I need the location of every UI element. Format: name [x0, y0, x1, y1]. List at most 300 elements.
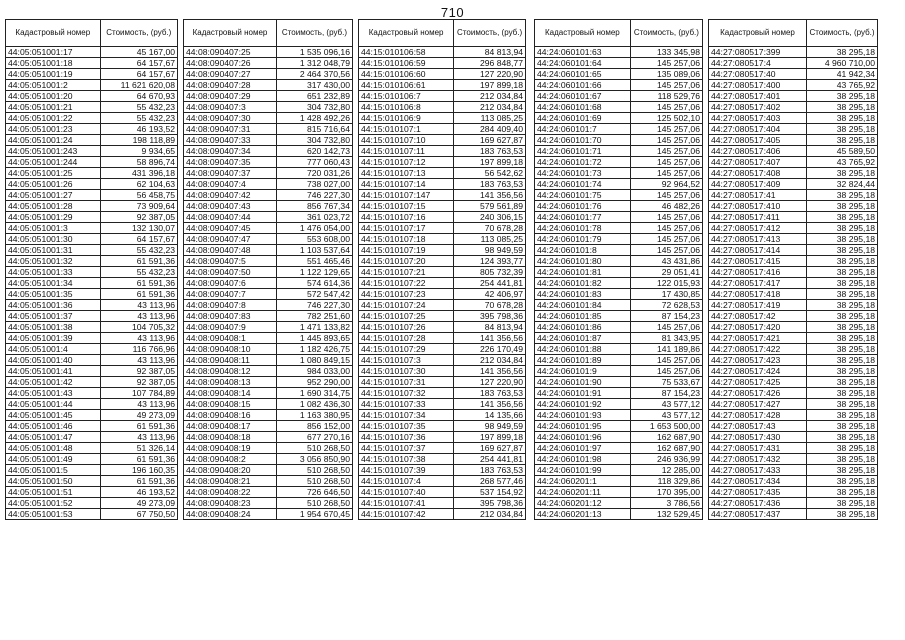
table-row — [709, 58, 878, 69]
cost-cell: 1 954 670,45 — [276, 509, 352, 520]
table-row — [535, 476, 703, 487]
cadastral-number-cell: 44:27:080517:404 — [709, 124, 807, 135]
cadastral-number-cell: 44:15:010107:35 — [359, 421, 454, 432]
cadastral-number-cell: 44:15:010106:61 — [359, 80, 454, 91]
cadastral-number-cell: 44:24:060101:82 — [535, 278, 631, 289]
cost-cell: 38 295,18 — [807, 344, 878, 355]
table-row — [184, 399, 353, 410]
cost-cell: 64 157,67 — [100, 69, 177, 80]
table-row — [709, 278, 878, 289]
table-row — [359, 443, 526, 454]
cadastral-number-cell: 44:27:080517:421 — [709, 333, 807, 344]
cost-cell: 45 589,50 — [807, 146, 878, 157]
cost-cell: 56 542,62 — [454, 168, 526, 179]
header-cadastral-number: Кадастровый номер — [6, 20, 101, 47]
cost-cell: 145 257,06 — [630, 168, 702, 179]
cadastral-number-cell: 44:27:080517:400 — [709, 80, 807, 91]
cost-cell: 38 295,18 — [807, 201, 878, 212]
table-row — [535, 322, 703, 333]
cadastral-number-cell: 44:27:080517:434 — [709, 476, 807, 487]
cost-cell: 38 295,18 — [807, 223, 878, 234]
cost-cell: 38 295,18 — [807, 135, 878, 146]
cost-cell: 98 949,59 — [454, 245, 526, 256]
table-row — [535, 102, 703, 113]
cadastral-number-cell: 44:24:060101:77 — [535, 212, 631, 223]
cost-cell: 254 441,81 — [454, 454, 526, 465]
cost-cell: 124 393,77 — [454, 256, 526, 267]
cadastral-number-cell: 44:24:060101:71 — [535, 146, 631, 157]
cadastral-number-cell: 44:27:080517:416 — [709, 267, 807, 278]
table-row — [535, 278, 703, 289]
cadastral-number-cell: 44:24:060101:93 — [535, 410, 631, 421]
cost-cell: 38 295,18 — [807, 465, 878, 476]
cadastral-number-cell: 44:05:051001:45 — [6, 410, 101, 421]
cadastral-number-cell: 44:27:080517:415 — [709, 256, 807, 267]
cost-cell: 537 154,92 — [454, 487, 526, 498]
cost-cell: 284 409,40 — [454, 124, 526, 135]
cadastral-number-cell: 44:27:080517:423 — [709, 355, 807, 366]
cadastral-number-cell: 44:08:090407:43 — [184, 201, 277, 212]
cost-cell: 431 396,18 — [100, 168, 177, 179]
table-row — [359, 421, 526, 432]
header-cadastral-number: Кадастровый номер — [184, 20, 277, 47]
cadastral-number-cell: 44:05:051001:52 — [6, 498, 101, 509]
cost-cell: 1 428 492,26 — [276, 113, 352, 124]
cost-cell: 58 896,74 — [100, 157, 177, 168]
cadastral-number-cell: 44:27:080517:406 — [709, 146, 807, 157]
cost-cell: 61 591,36 — [100, 289, 177, 300]
cost-cell: 11 621 620,08 — [100, 80, 177, 91]
table-row — [6, 399, 178, 410]
cost-cell: 1 163 380,95 — [276, 410, 352, 421]
table-row — [535, 256, 703, 267]
cost-cell: 197 899,18 — [454, 80, 526, 91]
table-row — [359, 498, 526, 509]
cost-cell: 64 157,67 — [100, 58, 177, 69]
table-row — [6, 135, 178, 146]
cost-cell: 43 765,92 — [807, 157, 878, 168]
cost-cell: 1 690 314,75 — [276, 388, 352, 399]
cost-cell: 9 934,65 — [100, 146, 177, 157]
cost-cell: 133 345,98 — [630, 47, 702, 58]
cost-cell: 510 268,50 — [276, 498, 352, 509]
cadastral-number-cell: 44:08:090407:30 — [184, 113, 277, 124]
cost-cell: 268 577,46 — [454, 476, 526, 487]
table-row — [359, 102, 526, 113]
cadastral-number-cell: 44:27:080517:403 — [709, 113, 807, 124]
cadastral-number-cell: 44:27:080517:430 — [709, 432, 807, 443]
table-row — [535, 124, 703, 135]
cost-cell: 304 732,80 — [276, 102, 352, 113]
table-row — [6, 256, 178, 267]
table-row — [184, 157, 353, 168]
cost-cell: 55 432,23 — [100, 245, 177, 256]
header-cadastral-number: Кадастровый номер — [535, 20, 631, 47]
table-row — [359, 47, 526, 58]
cadastral-number-cell: 44:05:051001:29 — [6, 212, 101, 223]
table-row — [535, 498, 703, 509]
table-row — [535, 113, 703, 124]
cadastral-number-cell: 44:05:051001:2 — [6, 80, 101, 91]
cadastral-number-cell: 44:08:090407:44 — [184, 212, 277, 223]
cadastral-number-cell: 44:05:051001:33 — [6, 267, 101, 278]
table-row — [359, 179, 526, 190]
cost-cell: 38 295,18 — [807, 102, 878, 113]
cadastral-number-cell: 44:24:060101:69 — [535, 113, 631, 124]
cost-cell: 145 257,06 — [630, 245, 702, 256]
cadastral-number-cell: 44:15:010107:28 — [359, 333, 454, 344]
table-row — [359, 289, 526, 300]
table-row — [535, 47, 703, 58]
cadastral-number-cell: 44:05:051001:32 — [6, 256, 101, 267]
table-row — [184, 410, 353, 421]
cost-cell: 856 152,00 — [276, 421, 352, 432]
cost-cell: 38 295,18 — [807, 509, 878, 520]
cadastral-number-cell: 44:15:010107:14 — [359, 179, 454, 190]
table-row — [709, 432, 878, 443]
cost-cell: 746 227,30 — [276, 190, 352, 201]
table-row — [359, 355, 526, 366]
cadastral-number-cell: 44:05:051001:19 — [6, 69, 101, 80]
cost-cell: 212 034,84 — [454, 91, 526, 102]
cadastral-number-cell: 44:24:060101:81 — [535, 267, 631, 278]
table-row — [535, 366, 703, 377]
table-row — [359, 157, 526, 168]
table-row — [535, 443, 703, 454]
table-row — [535, 80, 703, 91]
table-row — [535, 487, 703, 498]
table-row — [6, 377, 178, 388]
table-row — [6, 465, 178, 476]
table-row — [709, 201, 878, 212]
table-row — [6, 421, 178, 432]
table-row — [184, 69, 353, 80]
cost-cell: 395 798,36 — [454, 311, 526, 322]
cost-cell: 254 441,81 — [454, 278, 526, 289]
cadastral-number-cell: 44:24:060101:98 — [535, 454, 631, 465]
cadastral-number-cell: 44:08:090407:47 — [184, 234, 277, 245]
cadastral-number-cell: 44:05:051001:43 — [6, 388, 101, 399]
cadastral-number-cell: 44:05:051001:37 — [6, 311, 101, 322]
table-row — [6, 179, 178, 190]
cadastral-number-cell: 44:08:090408:18 — [184, 432, 277, 443]
cadastral-number-cell: 44:05:051001:41 — [6, 366, 101, 377]
cadastral-number-cell: 44:15:010107:37 — [359, 443, 454, 454]
cost-cell: 162 687,90 — [630, 443, 702, 454]
cost-cell: 579 561,89 — [454, 201, 526, 212]
table-row — [709, 355, 878, 366]
cadastral-number-cell: 44:08:090407:45 — [184, 223, 277, 234]
table-row — [359, 344, 526, 355]
cadastral-number-cell: 44:08:090408:12 — [184, 366, 277, 377]
table-row — [535, 355, 703, 366]
cadastral-number-cell: 44:05:051001:18 — [6, 58, 101, 69]
cost-cell: 43 113,96 — [100, 311, 177, 322]
cadastral-table-1 — [5, 19, 178, 520]
cadastral-number-cell: 44:05:051001:39 — [6, 333, 101, 344]
cost-cell: 43 765,92 — [807, 80, 878, 91]
table-row — [535, 179, 703, 190]
cadastral-number-cell: 44:08:090407:9 — [184, 322, 277, 333]
cost-cell: 197 899,18 — [454, 432, 526, 443]
table-row — [6, 113, 178, 124]
table-row — [6, 168, 178, 179]
cost-cell: 92 387,05 — [100, 377, 177, 388]
table-row — [184, 278, 353, 289]
cadastral-number-cell: 44:15:010107:13 — [359, 168, 454, 179]
cadastral-number-cell: 44:15:010107:16 — [359, 212, 454, 223]
cost-cell: 1 476 054,00 — [276, 223, 352, 234]
cadastral-number-cell: 44:24:060101:70 — [535, 135, 631, 146]
cost-cell: 43 431,86 — [630, 256, 702, 267]
cadastral-number-cell: 44:27:080517:422 — [709, 344, 807, 355]
table-row — [359, 399, 526, 410]
cost-cell: 38 295,18 — [807, 399, 878, 410]
cost-cell: 212 034,84 — [454, 509, 526, 520]
table-row — [535, 509, 703, 520]
cost-cell: 38 295,18 — [807, 432, 878, 443]
table-row — [6, 498, 178, 509]
cadastral-number-cell: 44:15:010107:29 — [359, 344, 454, 355]
table-row — [535, 454, 703, 465]
cadastral-number-cell: 44:15:010107:33 — [359, 399, 454, 410]
table-row — [709, 146, 878, 157]
cadastral-number-cell: 44:08:090407:37 — [184, 168, 277, 179]
cost-cell: 952 290,00 — [276, 377, 352, 388]
cadastral-number-cell: 44:05:051001:22 — [6, 113, 101, 124]
table-row — [6, 432, 178, 443]
cost-cell: 815 716,64 — [276, 124, 352, 135]
cadastral-number-cell: 44:05:051001:46 — [6, 421, 101, 432]
cost-cell: 145 257,06 — [630, 58, 702, 69]
cadastral-number-cell: 44:15:010107:1 — [359, 124, 454, 135]
cadastral-number-cell: 44:08:090408:2 — [184, 454, 277, 465]
cost-cell: 1 122 129,65 — [276, 267, 352, 278]
cost-cell: 70 678,28 — [454, 300, 526, 311]
table-row — [184, 47, 353, 58]
cost-cell: 141 189,86 — [630, 344, 702, 355]
cost-cell: 196 160,35 — [100, 465, 177, 476]
cost-cell: 198 118,89 — [100, 135, 177, 146]
cadastral-number-cell: 44:05:051001:21 — [6, 102, 101, 113]
cadastral-number-cell: 44:27:080517:431 — [709, 443, 807, 454]
cadastral-number-cell: 44:27:080517:401 — [709, 91, 807, 102]
cadastral-number-cell: 44:24:060101:84 — [535, 300, 631, 311]
cadastral-number-cell: 44:05:051001:25 — [6, 168, 101, 179]
cadastral-number-cell: 44:15:010107:30 — [359, 366, 454, 377]
table-row — [184, 344, 353, 355]
table-row — [184, 102, 353, 113]
table-row — [709, 421, 878, 432]
cadastral-table-4 — [534, 19, 703, 520]
table-row — [535, 146, 703, 157]
cadastral-number-cell: 44:05:051001:243 — [6, 146, 101, 157]
cost-cell: 551 465,46 — [276, 256, 352, 267]
cadastral-number-cell: 44:27:080517:399 — [709, 47, 807, 58]
table-row — [709, 399, 878, 410]
cost-cell: 72 628,53 — [630, 300, 702, 311]
table-row — [359, 377, 526, 388]
table-row — [184, 366, 353, 377]
cadastral-number-cell: 44:27:080517:425 — [709, 377, 807, 388]
table-row — [709, 289, 878, 300]
cost-cell: 38 295,18 — [807, 124, 878, 135]
cadastral-number-cell: 44:08:090408:17 — [184, 421, 277, 432]
table-row — [535, 399, 703, 410]
table-row — [535, 311, 703, 322]
cadastral-number-cell: 44:27:080517:417 — [709, 278, 807, 289]
cost-cell: 92 964,52 — [630, 179, 702, 190]
cadastral-number-cell: 44:24:060101:74 — [535, 179, 631, 190]
cadastral-table-5 — [708, 19, 878, 520]
cadastral-number-cell: 44:08:090408:22 — [184, 487, 277, 498]
cost-cell: 1 103 537,64 — [276, 245, 352, 256]
cadastral-number-cell: 44:05:051001:27 — [6, 190, 101, 201]
table-row — [709, 311, 878, 322]
table-row — [535, 300, 703, 311]
table-row — [709, 333, 878, 344]
cadastral-number-cell: 44:15:010107:3 — [359, 355, 454, 366]
cadastral-number-cell: 44:08:090407:31 — [184, 124, 277, 135]
table-row — [359, 113, 526, 124]
table-row — [6, 333, 178, 344]
cadastral-number-cell: 44:15:010106:8 — [359, 102, 454, 113]
cost-cell: 1 653 500,00 — [630, 421, 702, 432]
cadastral-number-cell: 44:05:051001:28 — [6, 201, 101, 212]
cadastral-number-cell: 44:24:060101:88 — [535, 344, 631, 355]
cadastral-number-cell: 44:08:090408:21 — [184, 476, 277, 487]
table-row — [184, 190, 353, 201]
table-row — [359, 190, 526, 201]
cadastral-number-cell: 44:08:090407:35 — [184, 157, 277, 168]
cadastral-number-cell: 44:08:090408:23 — [184, 498, 277, 509]
cost-cell: 45 167,00 — [100, 47, 177, 58]
cadastral-number-cell: 44:27:080517:428 — [709, 410, 807, 421]
table-row — [359, 58, 526, 69]
table-row — [184, 388, 353, 399]
cost-cell: 75 533,67 — [630, 377, 702, 388]
table-row — [535, 212, 703, 223]
table-row — [359, 168, 526, 179]
table-row — [6, 289, 178, 300]
cadastral-number-cell: 44:08:090407:50 — [184, 267, 277, 278]
cost-cell: 777 060,43 — [276, 157, 352, 168]
cadastral-number-cell: 44:24:060101:92 — [535, 399, 631, 410]
cadastral-number-cell: 44:24:060101:72 — [535, 157, 631, 168]
cadastral-number-cell: 44:08:090408:13 — [184, 377, 277, 388]
table-row — [184, 289, 353, 300]
cost-cell: 43 113,96 — [100, 355, 177, 366]
cadastral-number-cell: 44:24:060101:7 — [535, 124, 631, 135]
cadastral-number-cell: 44:15:010107:11 — [359, 146, 454, 157]
cadastral-number-cell: 44:05:051001:244 — [6, 157, 101, 168]
cost-cell: 183 763,53 — [454, 388, 526, 399]
table-row — [184, 179, 353, 190]
table-row — [709, 80, 878, 91]
cost-cell: 38 295,18 — [807, 410, 878, 421]
cost-cell: 38 295,18 — [807, 311, 878, 322]
cost-cell: 92 387,05 — [100, 212, 177, 223]
cost-cell: 212 034,84 — [454, 102, 526, 113]
cadastral-number-cell: 44:15:010107:17 — [359, 223, 454, 234]
cost-cell: 651 232,89 — [276, 91, 352, 102]
table-row — [359, 201, 526, 212]
cost-cell: 38 295,18 — [807, 498, 878, 509]
cost-cell: 43 113,96 — [100, 432, 177, 443]
cadastral-number-cell: 44:27:080517:433 — [709, 465, 807, 476]
table-row — [709, 267, 878, 278]
cost-cell: 38 295,18 — [807, 113, 878, 124]
table-row — [709, 509, 878, 520]
cost-cell: 677 270,16 — [276, 432, 352, 443]
cost-cell: 127 220,90 — [454, 69, 526, 80]
header-cadastral-number: Кадастровый номер — [709, 20, 807, 47]
cost-cell: 145 257,06 — [630, 80, 702, 91]
table-row — [535, 201, 703, 212]
table-row — [6, 212, 178, 223]
cost-cell: 1 312 048,79 — [276, 58, 352, 69]
table-row — [359, 322, 526, 333]
table-row — [359, 465, 526, 476]
cost-cell: 574 614,36 — [276, 278, 352, 289]
table-row — [6, 267, 178, 278]
table-row — [184, 168, 353, 179]
table-row — [6, 487, 178, 498]
cost-cell: 145 257,06 — [630, 212, 702, 223]
cost-cell: 738 027,00 — [276, 179, 352, 190]
cadastral-table-3 — [358, 19, 526, 520]
cost-cell: 38 295,18 — [807, 355, 878, 366]
table-row — [6, 69, 178, 80]
cost-cell: 56 458,75 — [100, 190, 177, 201]
cadastral-number-cell: 44:05:051001:26 — [6, 179, 101, 190]
cadastral-number-cell: 44:24:060201:11 — [535, 487, 631, 498]
cadastral-number-cell: 44:24:060101:91 — [535, 388, 631, 399]
cost-cell: 1 471 133,82 — [276, 322, 352, 333]
table-row — [184, 245, 353, 256]
cost-cell: 43 577,12 — [630, 399, 702, 410]
cadastral-number-cell: 44:08:090407:42 — [184, 190, 277, 201]
cadastral-number-cell: 44:15:010107:19 — [359, 245, 454, 256]
table-row — [184, 146, 353, 157]
table-row — [6, 234, 178, 245]
cost-cell: 64 157,67 — [100, 234, 177, 245]
table-row — [359, 300, 526, 311]
cadastral-number-cell: 44:15:010107:18 — [359, 234, 454, 245]
cost-cell: 317 430,00 — [276, 80, 352, 91]
cadastral-number-cell: 44:08:090408:10 — [184, 344, 277, 355]
cadastral-number-cell: 44:24:060101:63 — [535, 47, 631, 58]
cadastral-number-cell: 44:08:090407:25 — [184, 47, 277, 58]
cadastral-number-cell: 44:05:051001:5 — [6, 465, 101, 476]
header-cost: Стоимость, (руб.) — [100, 20, 177, 47]
table-row — [184, 201, 353, 212]
table-row — [184, 454, 353, 465]
cost-cell: 87 154,23 — [630, 311, 702, 322]
table-row — [535, 69, 703, 80]
table-row — [359, 124, 526, 135]
cost-cell: 141 356,56 — [454, 190, 526, 201]
cost-cell: 720 031,26 — [276, 168, 352, 179]
cost-cell: 510 268,50 — [276, 476, 352, 487]
cadastral-number-cell: 44:24:060101:65 — [535, 69, 631, 80]
table-row — [184, 234, 353, 245]
cadastral-number-cell: 44:27:080517:437 — [709, 509, 807, 520]
cadastral-number-cell: 44:27:080517:418 — [709, 289, 807, 300]
cost-cell: 984 033,00 — [276, 366, 352, 377]
cadastral-number-cell: 44:05:051001:42 — [6, 377, 101, 388]
cost-cell: 553 608,00 — [276, 234, 352, 245]
